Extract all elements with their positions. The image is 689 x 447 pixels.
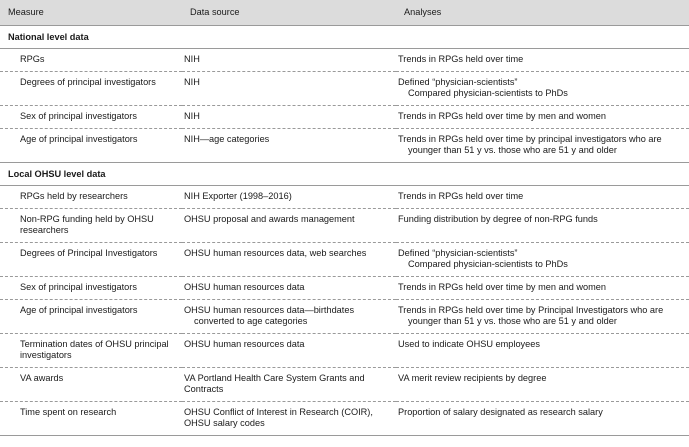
analyses-line: Defined “physician-scientists” — [398, 248, 518, 258]
source-text: OHSU human resources data—birthdates converted to age categories — [184, 305, 355, 326]
analyses-line: Defined “physician-scientists” — [398, 77, 518, 87]
cell-source: OHSU human resources data, web searches — [182, 243, 396, 277]
cell-source: OHSU human resources data — [182, 277, 396, 300]
section-local — [0, 163, 689, 186]
cell-analyses — [396, 300, 689, 334]
cell-source: NIH — [182, 72, 396, 106]
cell-analyses: VA merit review recipients by degree — [396, 368, 689, 402]
cell-measure: Degrees of Principal Investigators — [0, 243, 182, 277]
section-national — [0, 26, 689, 49]
cell-analyses: Trends in RPGs held over time by men and women — [396, 277, 689, 300]
cell-measure: Non-RPG funding held by OHSU researchers — [0, 209, 182, 243]
cell-source: NIH Exporter (1998–2016) — [182, 186, 396, 209]
analyses-text: Trends in RPGs held over time by principal investigators who are younger than 51 y vs. those who are 51 y and older — [398, 134, 662, 155]
cell-source: OHSU Conflict of Interest in Research (COIR), OHSU salary codes — [182, 402, 396, 436]
cell-analyses — [396, 243, 689, 277]
cell-source: VA Portland Health Care System Grants and Contracts — [182, 368, 396, 402]
table-header-row — [0, 0, 689, 26]
cell-measure: RPGs — [0, 49, 182, 72]
analyses-subline: Compared physician-scientists to PhDs — [408, 259, 568, 269]
analyses-text: Trends in RPGs held over time by Principal Investigators who are younger than 51 y vs. those who are 51 y and older — [398, 305, 664, 326]
cell-measure: Sex of principal investigators — [0, 106, 182, 129]
cell-measure: Age of principal investigators — [0, 129, 182, 163]
cell-measure: RPGs held by researchers — [0, 186, 182, 209]
section-title: National level data — [8, 32, 89, 42]
cell-source — [182, 300, 396, 334]
table-row — [0, 334, 689, 368]
cell-analyses: Funding distribution by degree of non-RPG funds — [396, 209, 689, 243]
table-row — [0, 277, 689, 300]
cell-source: OHSU proposal and awards management — [182, 209, 396, 243]
cell-source: NIH — [182, 49, 396, 72]
table-row — [0, 106, 689, 129]
table-row — [0, 209, 689, 243]
header-measure: Measure — [0, 0, 182, 26]
cell-measure: Termination dates of OHSU principal investigators — [0, 334, 182, 368]
analyses-subline: Compared physician-scientists to PhDs — [408, 88, 568, 98]
section-title: Local OHSU level data — [8, 169, 106, 179]
cell-analyses: Proportion of salary designated as research salary — [396, 402, 689, 436]
table-row — [0, 186, 689, 209]
table-row — [0, 243, 689, 277]
cell-measure: Sex of principal investigators — [0, 277, 182, 300]
cell-measure: VA awards — [0, 368, 182, 402]
header-data-source: Data source — [182, 0, 396, 26]
cell-measure: Age of principal investigators — [0, 300, 182, 334]
table-row — [0, 129, 689, 163]
table-row — [0, 402, 689, 436]
cell-measure: Time spent on research — [0, 402, 182, 436]
cell-analyses: Trends in RPGs held over time — [396, 186, 689, 209]
cell-analyses: Used to indicate OHSU employees — [396, 334, 689, 368]
cell-source: OHSU human resources data — [182, 334, 396, 368]
cell-source: NIH — [182, 106, 396, 129]
table-row — [0, 49, 689, 72]
table-row — [0, 300, 689, 334]
cell-measure: Degrees of principal investigators — [0, 72, 182, 106]
cell-analyses — [396, 72, 689, 106]
cell-analyses — [396, 129, 689, 163]
cell-analyses: Trends in RPGs held over time — [396, 49, 689, 72]
cell-source: NIH—age categories — [182, 129, 396, 163]
cell-analyses: Trends in RPGs held over time by men and women — [396, 106, 689, 129]
table-row — [0, 72, 689, 106]
table-row — [0, 368, 689, 402]
header-analyses: Analyses — [396, 0, 689, 26]
